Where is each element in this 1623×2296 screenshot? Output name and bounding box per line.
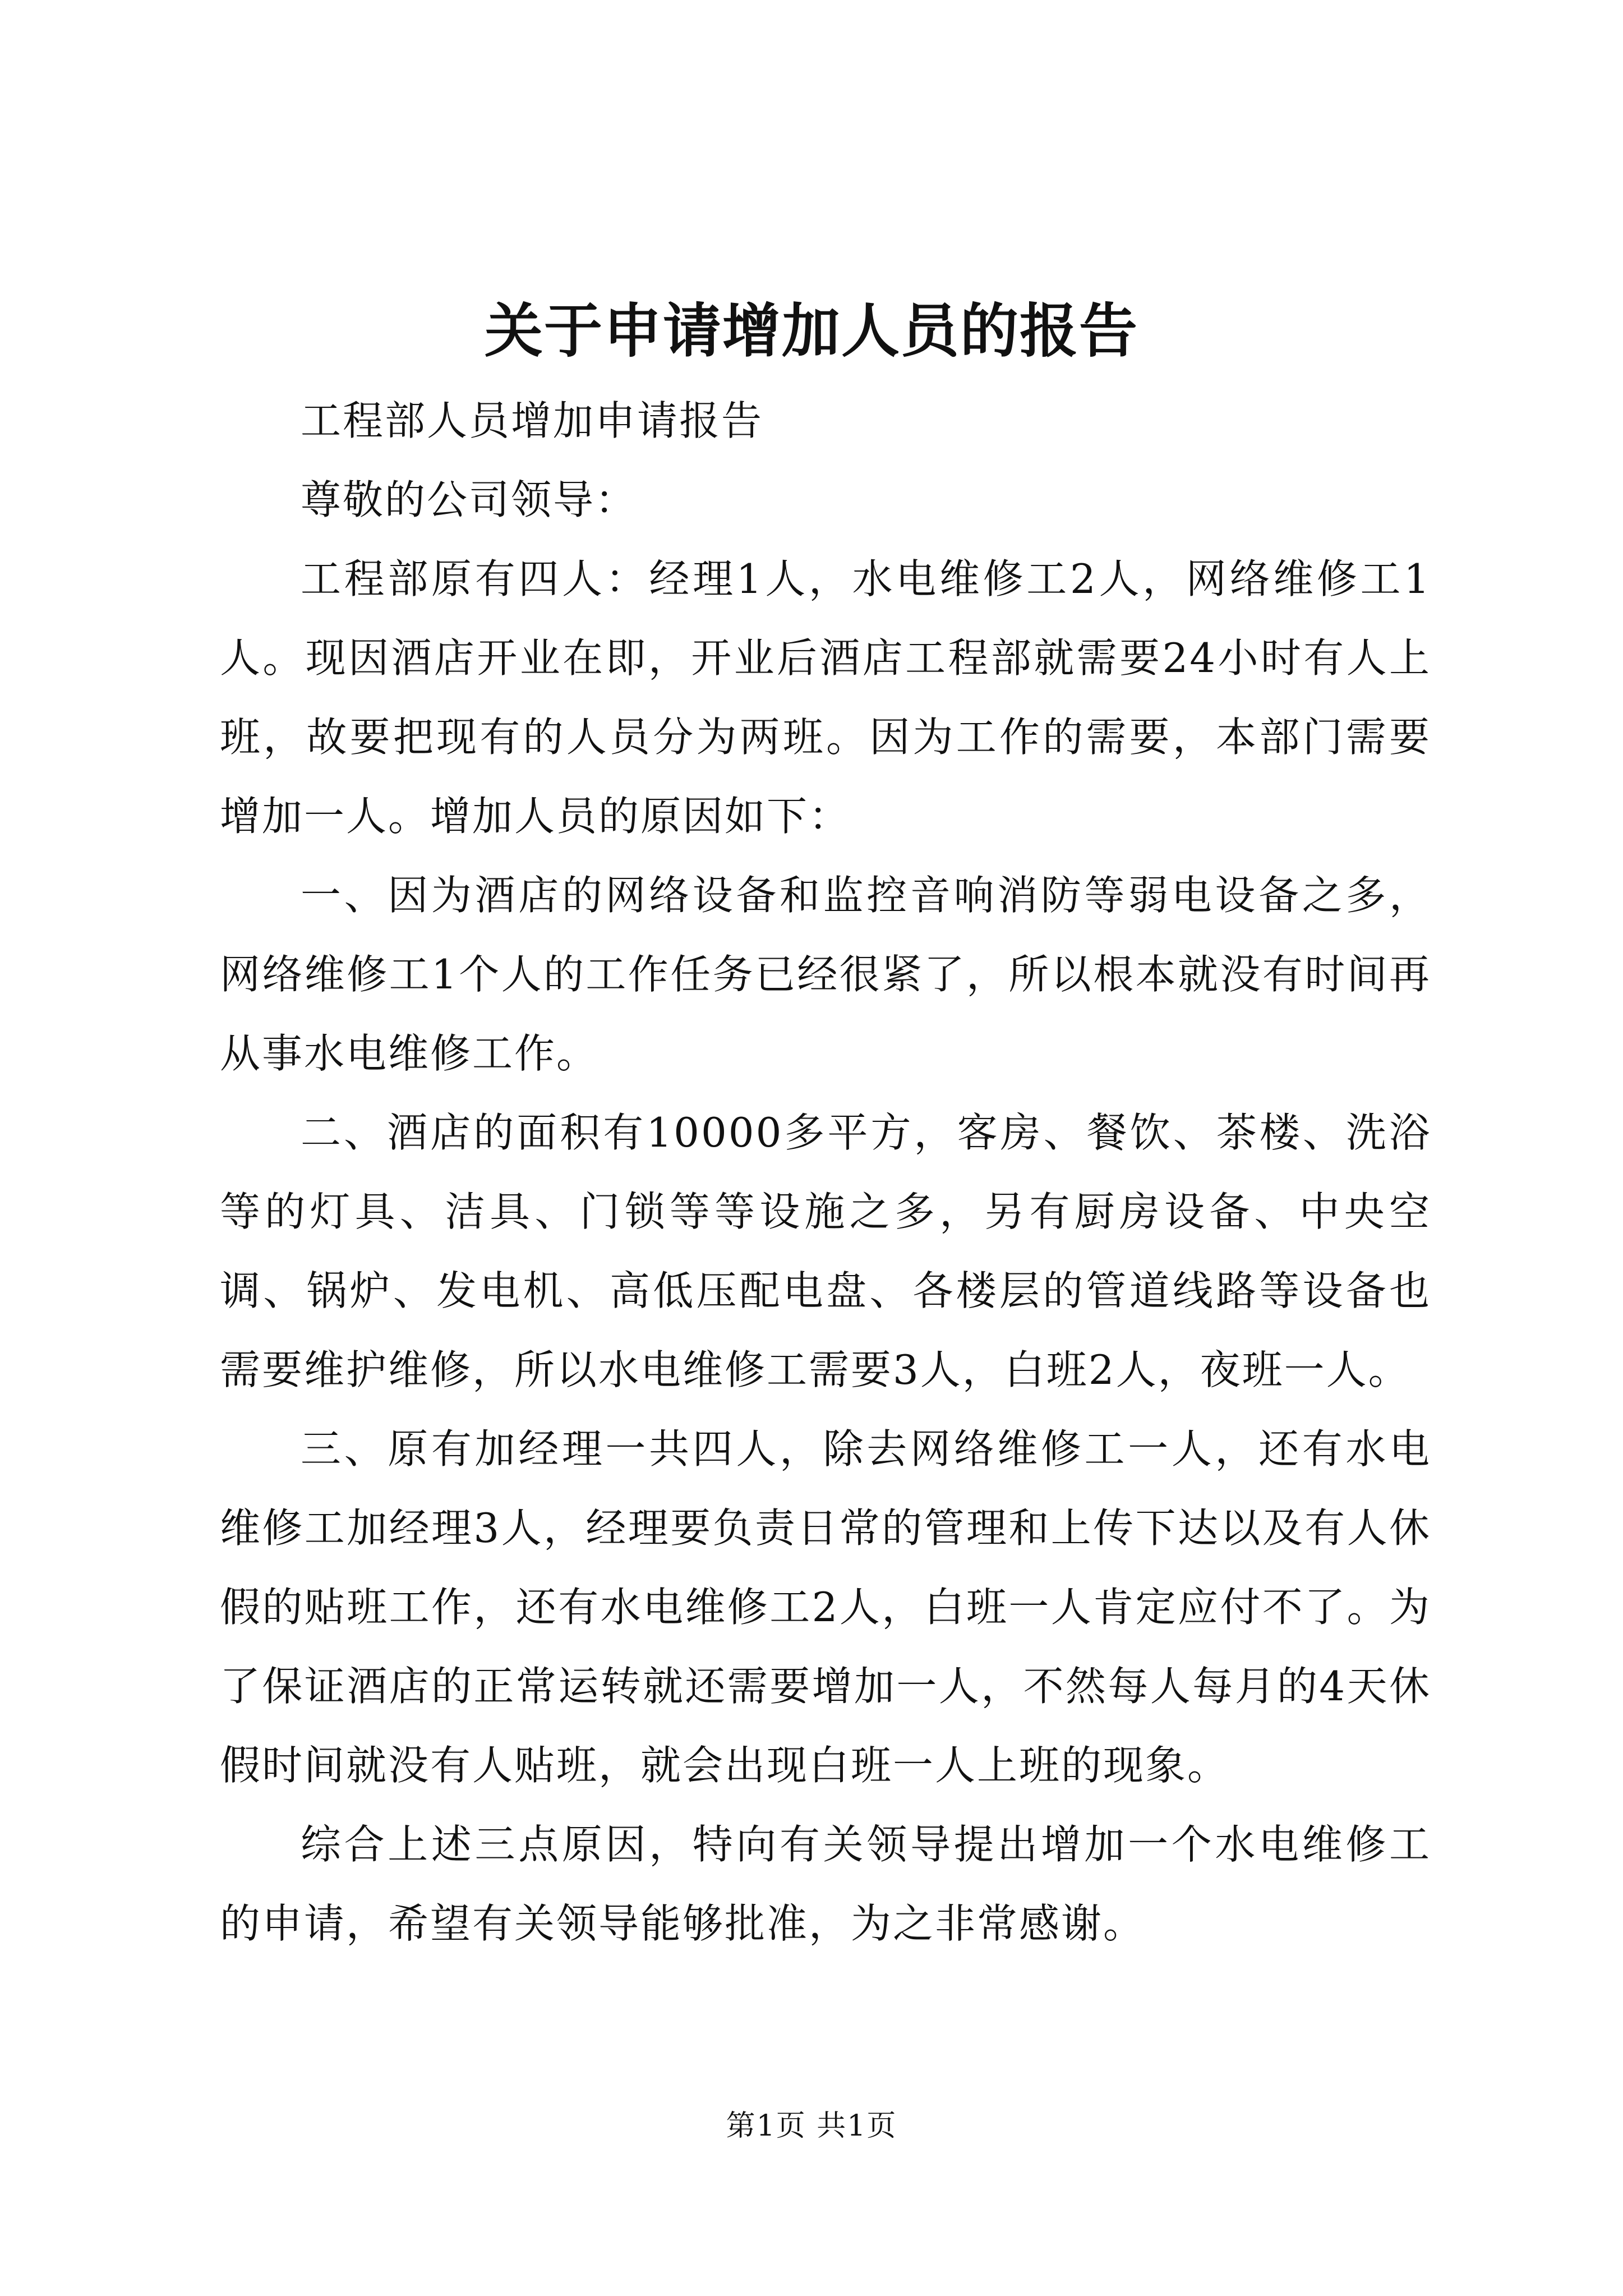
paragraph-subtitle: 工程部人员增加申请报告 [301,397,764,444]
page-footer: 第1页 共1页 [726,2109,897,2143]
paragraph-intro: 工程部原有四人：经理1人，水电维修工2人，网络维修工1人。现因酒店开业在即，开业后酒店工程部就需要24小时有人上班，故要把现有的人员分为两班。因为工作的需要，本部门需要增加一人。增加人员的原因如下： [220,555,1431,840]
document-title: 关于申请增加人员的报告 [484,296,1138,365]
paragraph-reason-2: 二、酒店的面积有10000多平方，客房、餐饮、茶楼、洗浴等的灯具、洁具、门锁等等设施之多，另有厨房设备、中央空调、锅炉、发电机、高低压配电盘、各楼层的管道线路等设备也需要维护维修，所以水电维修工需要3人，白班2人，夜班一人。 [220,1109,1431,1393]
paragraph-salutation: 尊敬的公司领导： [301,476,638,523]
paragraph-reason-1: 一、因为酒店的网络设备和监控音响消防等弱电设备之多，网络维修工1个人的工作任务已经很紧了，所以根本就没有时间再从事水电维修工作。 [220,872,1431,1077]
paragraph-reason-3: 三、原有加经理一共四人，除去网络维修工一人，还有水电维修工加经理3人，经理要负责日常的管理和上传下达以及有人休假的贴班工作，还有水电维修工2人，白班一人肯定应付不了。为了保证酒店的正常运转就还需要增加一人，不然每人每月的4天休假时间就没有人贴班，就会出现白班一人上班的现象。 [220,1425,1431,1789]
document-body [220,381,1431,1963]
paragraph-conclusion: 综合上述三点原因，特向有关领导提出增加一个水电维修工的申请，希望有关领导能够批准，为之非常感谢。 [220,1821,1431,1947]
